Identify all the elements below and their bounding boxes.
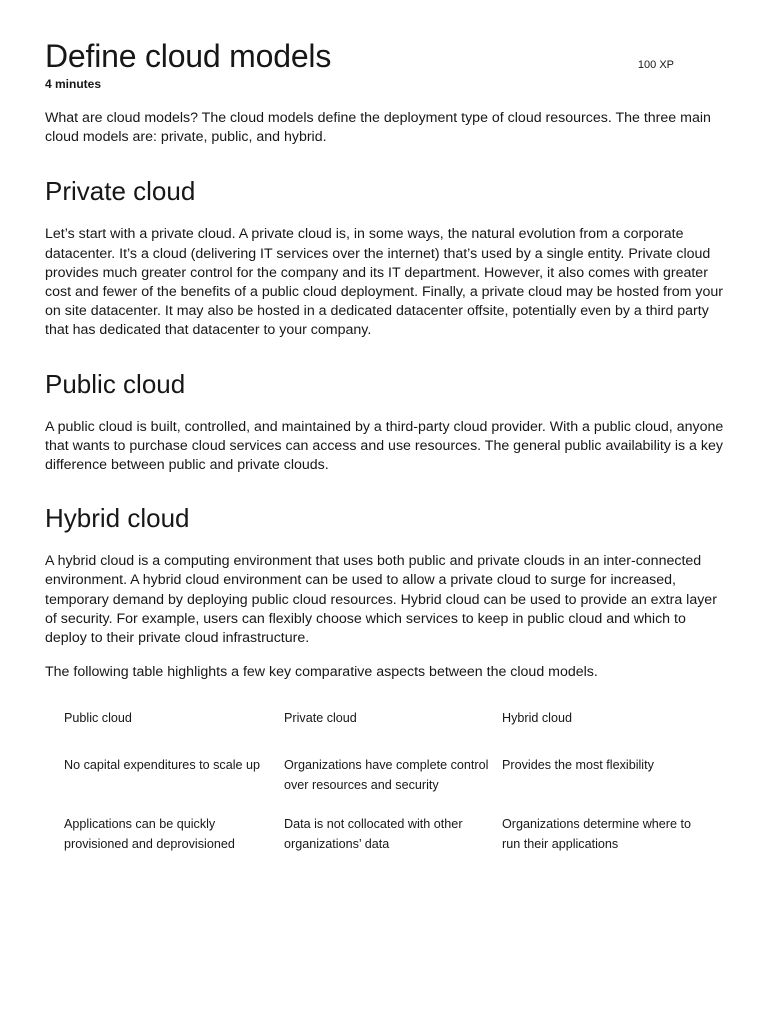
table-header-cell: Hybrid cloud	[502, 711, 572, 726]
table-intro-paragraph: The following table highlights a few key comparative aspects between the cloud models.	[45, 664, 598, 681]
table-header-row	[56, 709, 708, 756]
section-text-public: A public cloud is built, controlled, and maintained by a third-party cloud provider. With a public cloud, anyone that wants to purchase cloud services can access and use resources. The general public availability is a key difference between public and private clouds.	[45, 418, 724, 474]
section-text-private: Let’s start with a private cloud. A private cloud is, in some ways, the natural evolution from a corporate datacenter. It’s a cloud (delivering IT services over the internet) that’s used by a single entity. Private cloud provides much greater control for the company and its IT department. However, it also comes with greater cost and fewer of the benefits of a public cloud deployment. Finally, a private cloud may be hosted from your on site datacenter. It may also be hosted in a dedicated datacenter offsite, potentially even by a third party that has dedicated that datacenter to your company.	[45, 226, 723, 339]
duration-label: 4 minutes	[45, 77, 102, 91]
section-text-hybrid: A hybrid cloud is a computing environment that uses both public and private clouds in an inter-connected environment. A hybrid cloud environment can be used to allow a private cloud to surge for increased, temporary demand by deploying public cloud resources. Hybrid cloud can be used to provide an extra layer of security. For example, users can flexibly choose which services to keep in public cloud and which to deploy to their private cloud infrastructure.	[45, 553, 717, 647]
page-title: Define cloud models	[45, 38, 332, 74]
comparison-table	[56, 709, 708, 874]
article-header	[45, 36, 725, 96]
xp-badge: 100 XP	[637, 59, 674, 71]
table-cell: Provides the most flexibility	[502, 758, 654, 773]
article	[45, 36, 725, 874]
intro-paragraph: What are cloud models? The cloud models define the deployment type of cloud resources. The three main cloud models are: private, public, and hybrid.	[45, 110, 711, 146]
section-heading-private: Private cloud	[45, 176, 196, 207]
table-cell: No capital expenditures to scale up	[64, 758, 261, 773]
table-header-cell: Public cloud	[64, 711, 132, 726]
table-row	[56, 756, 708, 815]
section-heading-public: Public cloud	[45, 368, 186, 399]
table-cell: Organizations have complete control over resources and security	[284, 758, 489, 792]
table-cell: Applications can be quickly provisioned and deprovisioned	[64, 817, 235, 851]
table-header-cell: Private cloud	[284, 711, 357, 726]
table-cell: Organizations determine where to run their applications	[502, 817, 692, 851]
section-heading-hybrid: Hybrid cloud	[45, 503, 190, 534]
table-cell: Data is not collocated with other organizations’ data	[284, 817, 463, 851]
table-row	[56, 815, 708, 874]
